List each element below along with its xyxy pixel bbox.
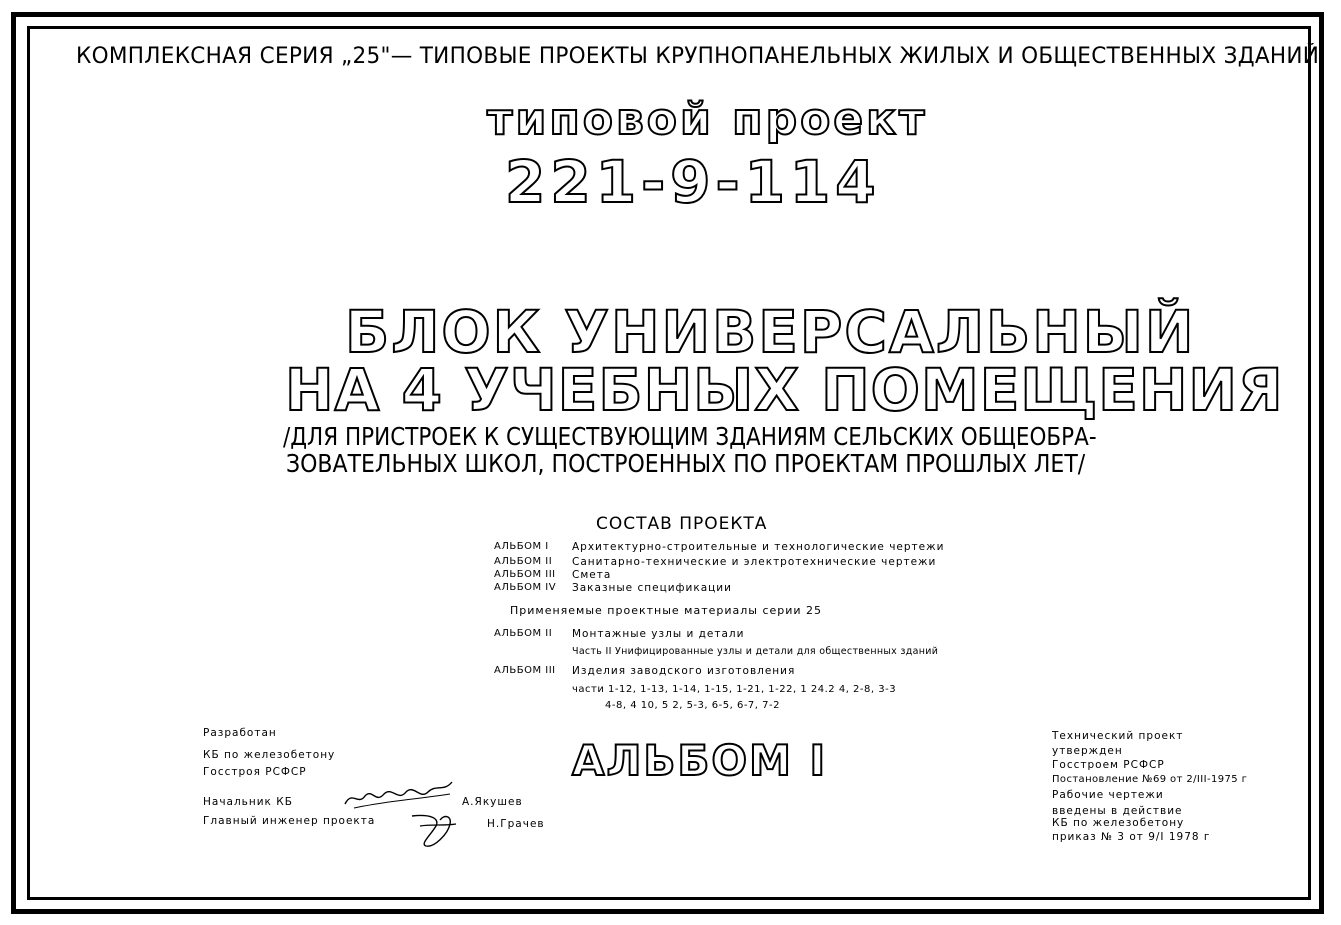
album-number: АЛЬБОМ I [572,736,828,785]
album-text: Архитектурно-строительные и технологические чертежи [572,541,945,553]
head-label: Начальник КБ [203,796,293,808]
approval-line: Технический проект [1052,730,1184,742]
composition-heading: СОСТАВ ПРОЕКТА [596,514,768,534]
subtitle-line-2: ЗОВАТЕЛЬНЫХ ШКОЛ, ПОСТРОЕННЫХ ПО ПРОЕКТАМ ПРОШЛЫХ ЛЕТ/ [286,449,1086,478]
album-label: АЛЬБОМ II [494,556,553,567]
approval-line: утвержден [1052,745,1123,757]
album-parts: части 1-12, 1-13, 1-14, 1-15, 1-21, 1-22, 1 24.2 4, 2-8, 3-3 [572,684,897,695]
project-number: 221-9-114 [505,148,881,216]
album-label: АЛЬБОМ II [494,628,553,639]
approval-line: приказ № 3 от 9/I 1978 г [1052,831,1211,843]
album-parts: 4-8, 4 10, 5 2, 5-3, 6-5, 6-7, 7-2 [605,700,780,711]
album-text: Смета [572,569,612,581]
developed-org-2: Госстроя РСФСР [203,766,307,778]
approval-line: Рабочие чертежи [1052,789,1164,801]
chief-label: Главный инженер проекта [203,815,376,827]
approval-line: Госстроем РСФСР [1052,759,1165,771]
approval-line: Постановление №69 от 2/III-1975 г [1052,774,1248,785]
album-label: АЛЬБОМ I [494,541,549,552]
album-label: АЛЬБОМ IV [494,582,557,593]
applied-heading: Применяемые проектные материалы серии 25 [510,604,823,617]
album-part: Часть II Унифицированные узлы и детали для общественных зданий [572,646,939,657]
album-label: АЛЬБОМ III [494,569,556,580]
title-line-2: НА 4 УЧЕБНЫХ ПОМЕЩЕНИЯ [285,356,1284,424]
subtitle-line-1: /ДЛЯ ПРИСТРОЕК К СУЩЕСТВУЮЩИМ ЗДАНИЯМ СЕЛЬСКИХ ОБЩЕОБРА- [283,422,1097,451]
signatures [340,770,470,850]
approval-line: КБ по железобетону [1052,817,1185,829]
album-label: АЛЬБОМ III [494,665,556,676]
album-text: Изделия заводского изготовления [572,665,796,677]
chief-name: Н.Грачев [487,818,545,830]
album-text: Санитарно-технические и электротехнические чертежи [572,556,937,568]
project-label: типовой проект [487,94,928,145]
head-name: А.Якушев [462,796,523,808]
title-line-1: БЛОК УНИВЕРСАЛЬНЫЙ [345,298,1196,366]
approval-line: введены в действие [1052,805,1183,817]
album-text: Монтажные узлы и детали [572,628,745,640]
series-title: КОМПЛЕКСНАЯ СЕРИЯ „25"— ТИПОВЫЕ ПРОЕКТЫ КРУПНОПАНЕЛЬНЫХ ЖИЛЫХ И ОБЩЕСТВЕННЫХ ЗДАНИЙ [76,44,1320,69]
developed-org: КБ по железобетону [203,749,336,761]
developed-label: Разработан [203,727,277,739]
album-text: Заказные спецификации [572,582,732,594]
